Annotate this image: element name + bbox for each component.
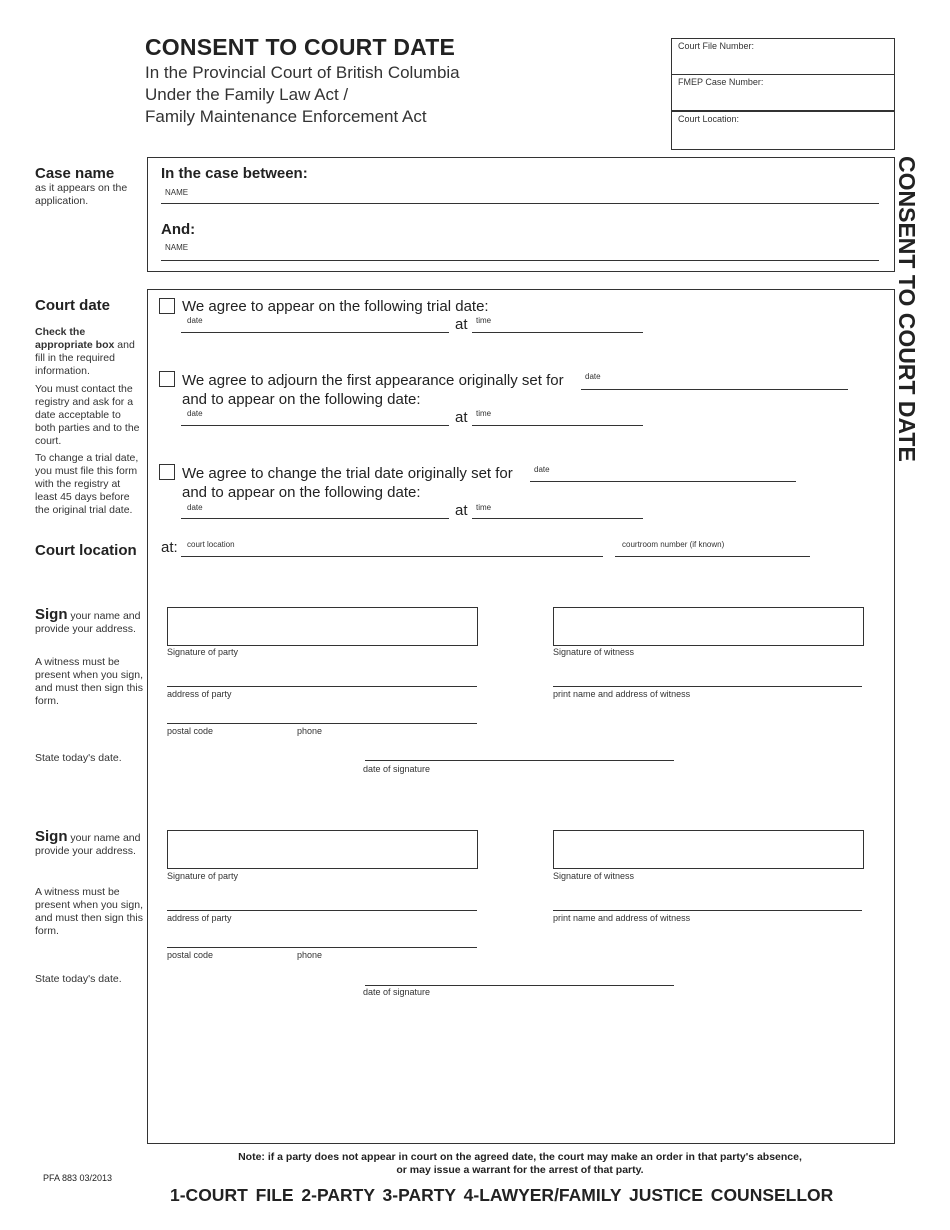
option1-label: We agree to appear on the following trial date:	[182, 298, 489, 315]
option2-original-date-label: date	[585, 372, 601, 381]
sign2-postal-phone-input[interactable]	[167, 947, 477, 948]
sign1-witness-address-label: print name and address of witness	[553, 689, 691, 699]
sign1-witness-signature-box[interactable]	[553, 607, 864, 646]
case-between-label: In the case between:	[161, 165, 308, 182]
sign2-rest: your name and provide your address.	[35, 832, 141, 857]
sign2-witness-address-input[interactable]	[553, 910, 862, 911]
change-trial-text: To change a trial date, you must file this form with the registry at least 45 days before the original trial date.	[35, 452, 139, 516]
court-location-id-field[interactable]	[671, 111, 895, 150]
fmep-case-number-label: FMEP Case Number:	[678, 77, 764, 87]
courtroom-number-label: courtroom number (if known)	[622, 540, 725, 549]
court-location-at: at:	[161, 539, 178, 556]
court-date-heading: Court date	[35, 297, 110, 314]
sign1-postal-phone-input[interactable]	[167, 723, 477, 724]
sign2-instructions	[35, 830, 143, 858]
option1-checkbox[interactable]	[159, 298, 175, 314]
sign1-phone-label: phone	[297, 726, 323, 736]
sign1-rest: your name and provide your address.	[35, 610, 141, 635]
option3-original-date-input[interactable]	[530, 481, 796, 482]
sign1-postal-label: postal code	[167, 726, 214, 736]
sign1-party-address-label: address of party	[167, 689, 232, 699]
option2-original-date-input[interactable]	[581, 389, 848, 390]
option2-time-input[interactable]	[472, 425, 643, 426]
copy-distribution: 1-COURT FILE 2-PARTY 3-PARTY 4-LAWYER/FAMILY JUSTICE COUNSELLOR	[170, 1185, 834, 1205]
option3-date-input[interactable]	[181, 518, 449, 519]
court-location-id-label: Court Location:	[678, 114, 740, 124]
footer-note	[150, 1151, 890, 1177]
court-file-number-label: Court File Number:	[678, 41, 755, 51]
court-location-heading: Court location	[35, 542, 137, 559]
sign1-state-date: State today's date.	[35, 752, 122, 764]
contact-registry-text: You must contact the registry and ask for a date acceptable to both parties and to the court.	[35, 383, 140, 447]
option3-original-date-label: date	[534, 465, 550, 474]
option2-label-line1: We agree to adjourn the first appearance originally set for	[182, 372, 564, 389]
party1-name-input[interactable]	[161, 203, 879, 204]
option2-date-input[interactable]	[181, 425, 449, 426]
court-date-instructions	[35, 326, 143, 378]
sign2-witness-note: A witness must be present when you sign, and must then sign this form.	[35, 886, 143, 937]
sign2-party-signature-label: Signature of party	[167, 871, 239, 881]
subtitle-act: Under the Family Law Act /	[145, 85, 349, 104]
sign1-instructions	[35, 608, 143, 636]
option2-at: at	[455, 409, 468, 426]
party1-name-label: NAME	[165, 188, 189, 197]
option2-label-line2: and to appear on the following date:	[182, 391, 421, 408]
sign2-state-date: State today's date.	[35, 973, 122, 985]
case-name-heading: Case name	[35, 165, 115, 182]
and-label: And:	[161, 221, 196, 238]
case-name-help: as it appears on the application.	[35, 182, 128, 207]
option2-time-label: time	[476, 409, 492, 418]
option3-time-input[interactable]	[472, 518, 643, 519]
footer-note-line1: Note: if a party does not appear in court on the agreed date, the court may make an order in that party's absence,	[238, 1151, 802, 1163]
option2-date-label: date	[187, 409, 203, 418]
option3-at: at	[455, 502, 468, 519]
court-location-label: court location	[187, 540, 235, 549]
sign1-party-address-input[interactable]	[167, 686, 477, 687]
party2-name-input[interactable]	[161, 260, 879, 261]
court-file-number-field[interactable]	[671, 38, 895, 75]
form-code: PFA 883 03/2013	[43, 1173, 113, 1183]
sign2-date-label: date of signature	[363, 987, 431, 997]
sign2-party-address-label: address of party	[167, 913, 232, 923]
sign2-party-address-input[interactable]	[167, 910, 477, 911]
courtroom-number-input[interactable]	[615, 556, 810, 557]
option3-checkbox[interactable]	[159, 464, 175, 480]
option1-at: at	[455, 316, 468, 333]
check-box-emphasis: Check the appropriate box	[35, 326, 115, 351]
sign2-date-input[interactable]	[365, 985, 674, 986]
sign2-witness-address-label: print name and address of witness	[553, 913, 691, 923]
sign2-postal-label: postal code	[167, 950, 214, 960]
subtitle-fmep: Family Maintenance Enforcement Act	[145, 107, 427, 126]
sign1-party-signature-box[interactable]	[167, 607, 478, 646]
option1-date-label: date	[187, 316, 203, 325]
subtitle-court: In the Provincial Court of British Columbia	[145, 63, 460, 82]
sign2-witness-signature-box[interactable]	[553, 830, 864, 869]
option3-date-label: date	[187, 503, 203, 512]
option3-time-label: time	[476, 503, 492, 512]
sign1-witness-address-input[interactable]	[553, 686, 862, 687]
court-location-input[interactable]	[181, 556, 603, 557]
sign1-party-signature-label: Signature of party	[167, 647, 239, 657]
sign1-date-label: date of signature	[363, 764, 431, 774]
vertical-form-title	[893, 156, 927, 492]
sign2-bold: Sign	[35, 828, 68, 845]
sign2-party-signature-box[interactable]	[167, 830, 478, 869]
sign1-bold: Sign	[35, 606, 68, 623]
vertical-form-title-text: CONSENT TO COURT DATE	[894, 156, 920, 462]
main-frame	[147, 289, 895, 1144]
fmep-case-number-field[interactable]	[671, 74, 895, 111]
option3-label-line2: and to appear on the following date:	[182, 484, 421, 501]
option2-checkbox[interactable]	[159, 371, 175, 387]
party2-name-label: NAME	[165, 243, 189, 252]
sign1-witness-signature-label: Signature of witness	[553, 647, 635, 657]
option3-label-line1: We agree to change the trial date originally set for	[182, 465, 513, 482]
sign2-witness-signature-label: Signature of witness	[553, 871, 635, 881]
check-box-rest: and fill in the required information.	[35, 339, 135, 377]
sign1-date-input[interactable]	[365, 760, 674, 761]
form-title: CONSENT TO COURT DATE	[145, 34, 456, 60]
option1-date-input[interactable]	[181, 332, 449, 333]
option1-time-input[interactable]	[472, 332, 643, 333]
sign1-witness-note: A witness must be present when you sign, and must then sign this form.	[35, 656, 143, 707]
footer-note-line2: or may issue a warrant for the arrest of that party.	[396, 1164, 644, 1176]
sign2-phone-label: phone	[297, 950, 323, 960]
option1-time-label: time	[476, 316, 492, 325]
